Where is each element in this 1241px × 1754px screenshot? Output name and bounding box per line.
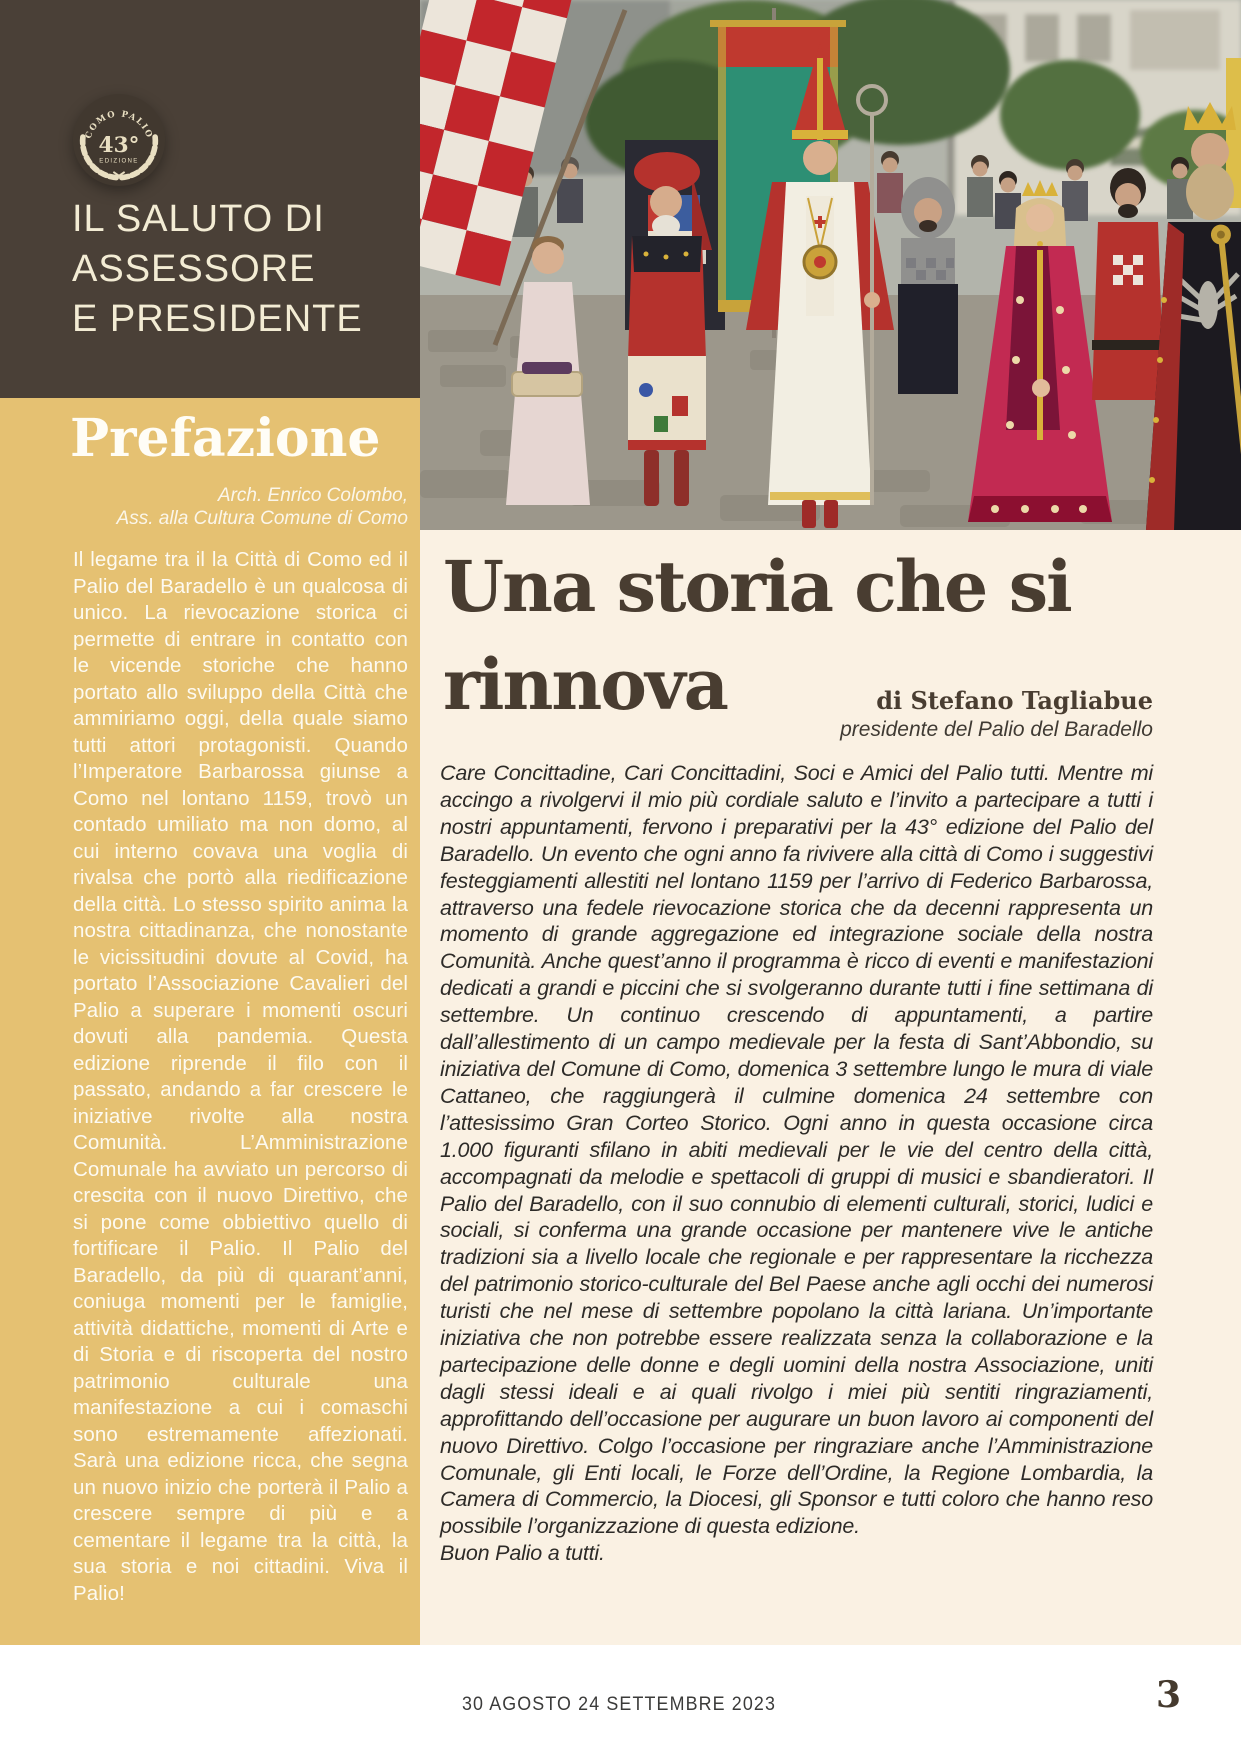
section-title	[72, 194, 363, 344]
article-paragraph: Care Concittadine, Cari Concittadini, Soci e Amici del Palio tutti. Mentre mi accingo a rivolgervi il mio più cordiale saluto e l’invito a partecipare a tutti i nostri appuntamenti, fervono i preparativi per la 43° edizione del Palio del Baradello. Un evento che ogni anno fa rivivere alla città di Como i suggestivi festeggiamenti allestiti nel lontano 1159 per l’arrivo di Federico Barbarossa, attraverso una fedele rievocazione storica che da decenni rappresenta un momento di grande aggregazione ed integrazione sociale della nostra Comunità. Anche quest’anno il programma è ricco di eventi e manifestazioni dedicati a grandi e piccini che si svolgeranno durante tutti i fine settimana di settembre. Un continuo crescendo di appuntamenti, a partire dall’allestimento di un campo medievale per la festa di Sant’Abbondio, su iniziativa del Comune di Como, domenica 3 settembre lungo le mura di viale Cattaneo, che raggiungerà il culmine domenica 24 settembre con l’attesissimo Gran Corteo Storico. Ogni anno in questa occasione circa 1.000 figuranti sfilano in abiti medievali per le vie del centro della città, accompagnati da melodie e spettacoli di gruppi di musici e sbandieratori. Il Palio del Baradello, con il suo connubio di elementi culturali, storici, ludici e sociali, si conferma una grande occasione per mantenere vive le antiche tradizioni sia a livello locale che regionale e per rappresentare la ricchezza del patrimonio storico-culturale del Bel Paese anche agli occhi dei numerosi turisti che nel mese di settembre popolano la città lariana. Un’importante iniziativa che non potrebbe essere realizzata senza la collaborazione e la partecipazione delle donne e degli uomini della nostra Associazione, uniti dagli stessi ideali e ai quali rivolgo i miei più sentiti ringraziamenti, approfittando dell’occasione per augurare un buon lavoro ai componenti del nuovo Direttivo. Colgo l’occasione per ringraziare anche l’Amministrazione Comunale, gli Enti locali, le Forze dell’Ordine, la Regione Lombardia, la Camera di Commercio, la Diocesi, gli Sponsor e tutti coloro che hanno reso possibile l’organizzazione di questa edizione.	[440, 761, 1153, 1539]
crozier	[870, 115, 874, 505]
prefazione-byline-role: Ass. alla Cultura Comune di Como	[116, 508, 408, 529]
prefazione-body-text: Il legame tra il la Città di Como ed il Palio del Baradello è un qualcosa di unico. La rievocazione storica ci permette di entrare in contatto con le vicende storiche che hanno portato allo sviluppo della Città che ammiriamo oggi, della quale siamo tutti attori protagonisti. Quando l’Imperatore Barbarossa giunse a Como nel lontano 1159, trovò un contado umiliato ma non domo, al cui interno covava una voglia di rivalsa che portò alla riedificazione della città. Lo stesso spirito anima la nostra cittadinanza, che nonostante le vicissitudini dovute al Covid, ha portato l’Associazione Cavalieri del Palio a superare i momenti oscuri dovuti alla pandemia. Questa edizione riprende il filo con il passato, andando a far crescere le iniziative rivolte alla nostra Comunità. L’Amministrazione Comunale ha avviato un percorso di crescita con il nuovo Direttivo, che si pone come obbiettivo quello di fortificare il Palio. Il Palio del Baradello, da più di quarant’anni, coniuga momenti per le famiglie, attività didattiche, momenti di Arte e di Storia e di riscoperta del nostro patrimonio culturale una manifestazione a cui i comaschi sono estremamente affezionati. Sarà una edizione ricca, che segna un nuovo inizio che porterà il Palio a crescere sempre di più e a cementare il legame tra la città, la sua storia e noi cittadini. Viva il Palio!	[73, 548, 408, 1605]
article-author-role: presidente del Palio del Baradello	[840, 718, 1153, 741]
section-title-line: IL SALUTO DI	[72, 198, 325, 240]
prefazione-byline-name: Arch. Enrico Colombo,	[217, 485, 408, 506]
badge-arc-text: COMO PALIO	[82, 108, 156, 140]
section-title-line: E PRESIDENTE	[72, 298, 363, 340]
footer-date: 30 AGOSTO 24 SETTEMBRE 2023	[462, 1694, 777, 1715]
badge-subtitle: EDIZIONE	[99, 157, 139, 165]
prefazione-heading: Prefazione	[70, 408, 381, 469]
prefazione-byline	[40, 484, 408, 530]
badge-number: 43°	[98, 133, 140, 159]
chainmail-soldier	[898, 177, 958, 394]
article-paragraph: Buon Palio a tutti.	[440, 1541, 605, 1566]
article-byline	[443, 686, 1153, 742]
section-title-line: ASSESSORE	[72, 248, 316, 290]
parade-photo	[420, 0, 1241, 530]
article-body	[440, 760, 1153, 1567]
article-title-line: Una storia che si	[443, 545, 1071, 628]
parade-photo-illustration	[420, 0, 1241, 530]
edition-badge	[72, 93, 166, 187]
article-title-line: rinnova	[443, 643, 727, 726]
page-number: 3	[1156, 1674, 1182, 1716]
article-author: di Stefano Tagliabue	[876, 686, 1153, 715]
